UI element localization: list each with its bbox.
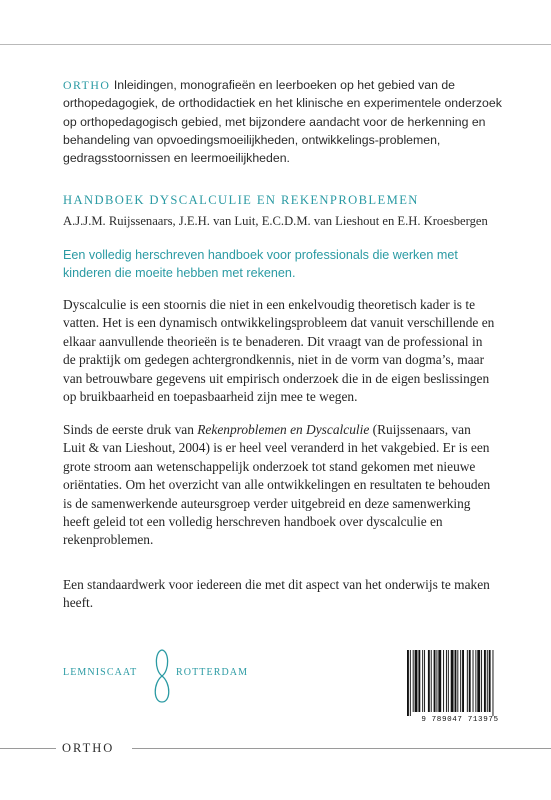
footer-series-label: ORTHO [62, 741, 115, 755]
book-title: HANDBOEK DYSCALCULIE EN REKENPROBLEMEN [63, 193, 419, 207]
p2-text-end: (Ruijssenaars, van Luit & van Lieshout, 2004) is er heel veel veranderd in het vakgebied. Er is een grote stroom aan wetenschappelijk onderzoek tot stand gekomen met nieuwe oriëntaties. Om het overzicht van alle ontwikkelingen en resultaten te behouden is de samenwerkende auteursgroep verder uitgebreid en deze samenwerking heeft geleid tot een volledig herschreven handboek over dyscalculie en rekenproblemen. [63, 422, 491, 548]
barcode-bar [484, 650, 486, 712]
barcode-bar [489, 650, 491, 712]
body-paragraph-3: Een standaardwerk voor iedereen die met dit aspect van het onderwijs te maken heeft. [63, 577, 490, 611]
barcode-bar [481, 650, 482, 712]
footer-rule-left [0, 748, 56, 749]
body-paragraph-2 [63, 421, 496, 550]
book-authors: A.J.J.M. Ruijssenaars, J.E.H. van Luit, E.C.D.M. van Lieshout en E.H. Kroesbergen [63, 214, 488, 228]
barcode-bar [424, 650, 425, 712]
barcode-bar [487, 650, 488, 712]
barcode-bar [467, 650, 468, 712]
publisher-name-left: LEMNISCAAT [63, 667, 138, 678]
barcode-bar [477, 650, 480, 712]
series-description: Inleidingen, monografieën en leerboeken op het gebied van de orthopedagogiek, de orthodidactiek en het klinische en experimentele onderzoek op orthopedagogisch gebied, met bijzondere aandacht voor de herkenning en behandeling van opvoedingsmoeilijkheden, ontwikkelings-problemen, gedragsstoornissen en leermoeilijkheden. [63, 78, 502, 166]
barcode-bar [415, 650, 418, 712]
barcode-bar [407, 650, 409, 716]
barcode-bar [455, 650, 457, 712]
p2-book-reference: Rekenproblemen en Dyscalculie [197, 422, 370, 437]
body-paragraph-1: Dyscalculie is een stoornis die niet in een enkelvoudig theoretisch kader is te vatten. Het is een dynamisch ontwikkelingsprobleem dat vanuit verschillende en elkaar aanvullende theorieën is te benaderen. Dit vraagt van de professional in de praktijk om gedegen achtergrondkennis, niet in de vorm van dogma’s, maar van betrouwbare gegevens uit empirisch onderzoek die in de eigen beslissingen op bruikbaarheid en toepasbaarheid zijn mee te wegen. [63, 297, 495, 405]
publisher-logo [63, 647, 263, 707]
series-name: ORTHO [63, 78, 111, 92]
publisher-name-right: ROTTERDAM [176, 667, 249, 678]
barcode-bar [436, 650, 437, 712]
barcode-bar [428, 650, 430, 712]
barcode-bar [410, 650, 411, 716]
series-intro [63, 76, 503, 167]
barcode-bar [493, 650, 494, 716]
barcode-bars [404, 650, 516, 716]
p2-text-start: Sinds de eerste druk van [63, 422, 198, 437]
barcode-bar [469, 650, 471, 712]
barcode-bar [438, 650, 441, 712]
barcode-bar [446, 650, 447, 712]
barcode-bar [448, 650, 449, 712]
barcode-bar [413, 650, 414, 712]
barcode-bar [475, 650, 476, 712]
barcode-bar [473, 650, 474, 712]
barcode-bar [460, 650, 461, 712]
barcode-bar [422, 650, 423, 712]
isbn-barcode [404, 650, 516, 730]
barcode-bar [451, 650, 454, 712]
barcode-bar [431, 650, 432, 712]
book-tagline: Een volledig herschreven handboek voor professionals die werken met kinderen die moeite hebben met rekenen. [63, 248, 458, 281]
isbn-digits: 9 789047 713975 [421, 716, 499, 724]
footer-rule-right [132, 748, 551, 749]
figure-eight-logo-icon [152, 647, 172, 705]
barcode-bar [457, 650, 458, 712]
barcode-bar [443, 650, 444, 712]
barcode-bar [434, 650, 436, 712]
top-rule [0, 44, 551, 45]
barcode-bar [418, 650, 420, 712]
barcode-bar [462, 650, 464, 712]
